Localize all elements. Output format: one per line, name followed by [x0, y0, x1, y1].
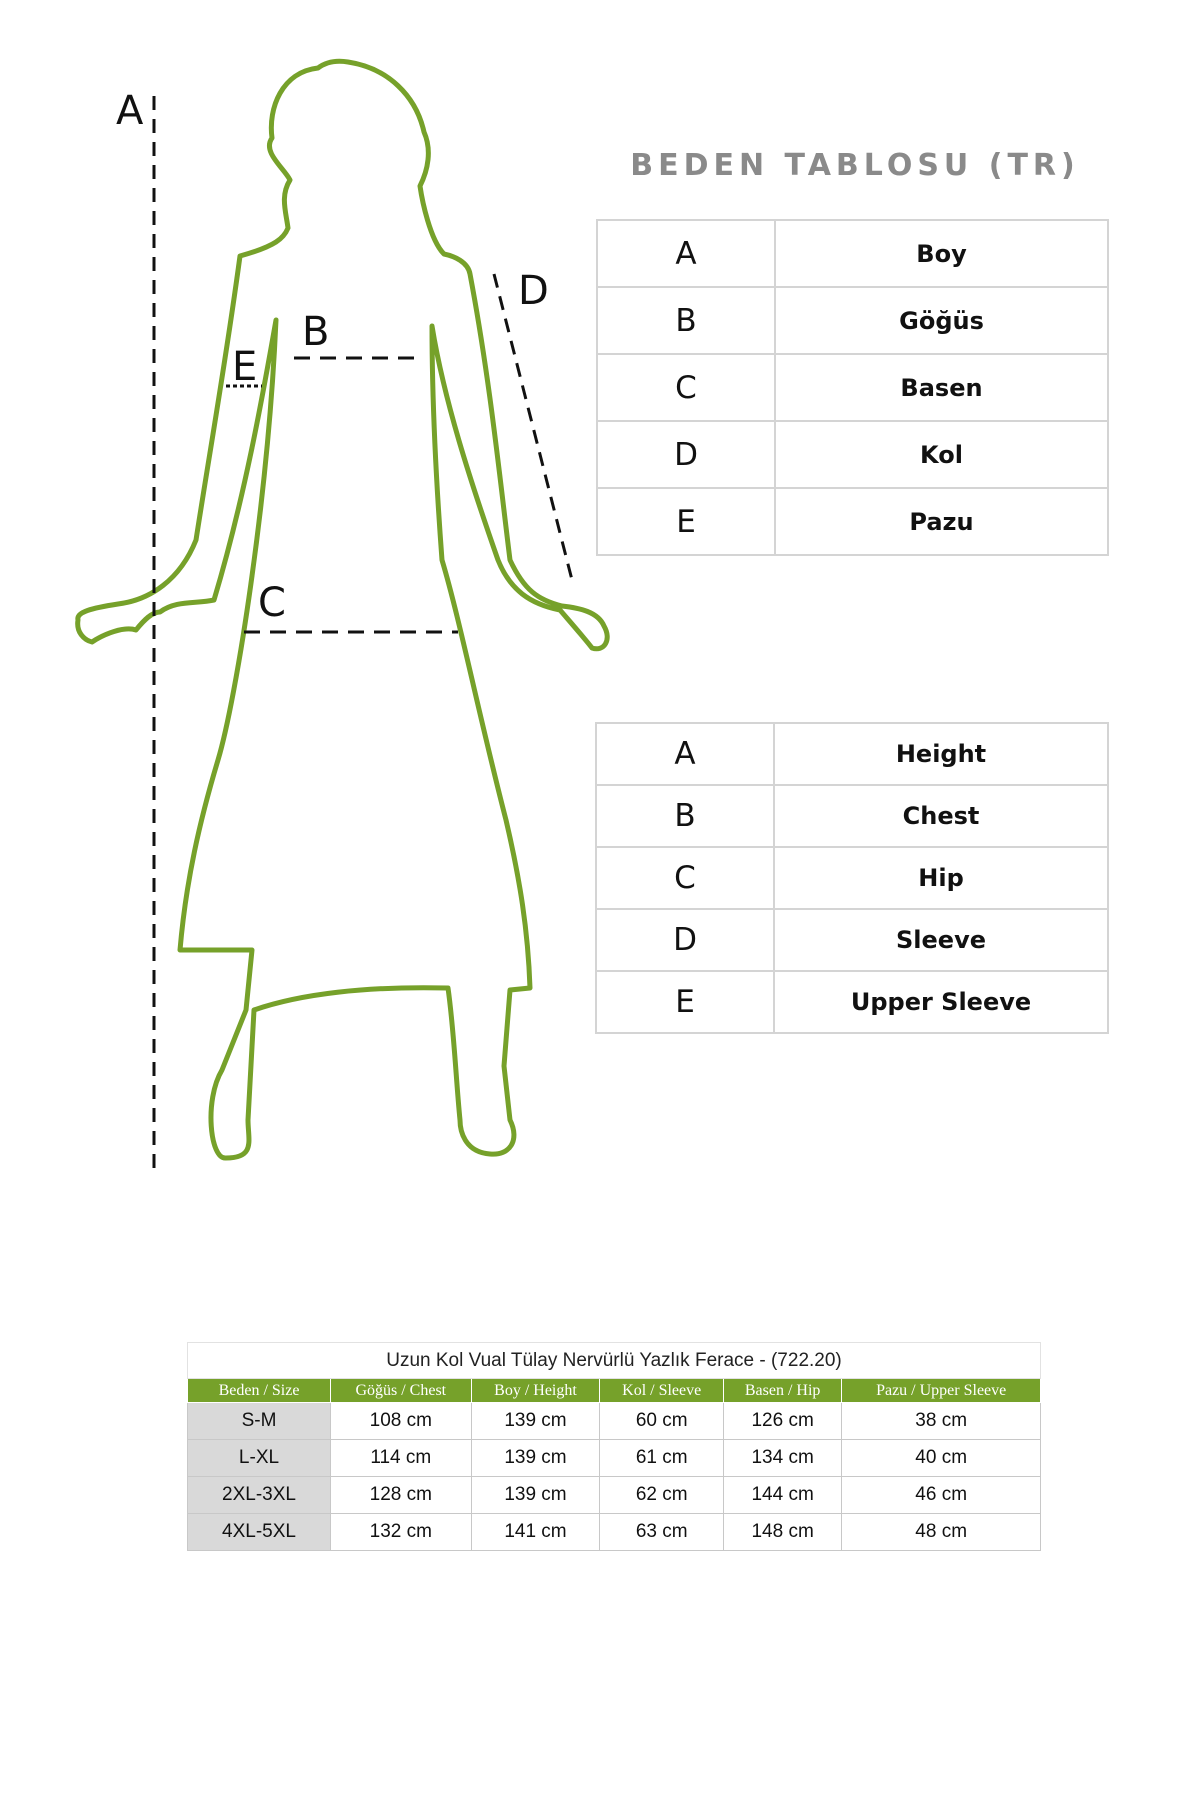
- measurement-cell: 141 cm: [471, 1514, 600, 1551]
- legend-value: Pazu: [775, 488, 1108, 555]
- label-b: B: [302, 309, 330, 355]
- table-row: [188, 1477, 1041, 1514]
- body-silhouette-outline: [78, 61, 608, 1158]
- legend-key: D: [596, 909, 774, 971]
- measurement-cell: 62 cm: [600, 1477, 724, 1514]
- legend-key: C: [597, 354, 775, 421]
- measurement-cell: 63 cm: [600, 1514, 724, 1551]
- legend-key: E: [596, 971, 774, 1033]
- size-chart-column-header: Göğüs / Chest: [331, 1379, 472, 1403]
- legend-key: C: [596, 847, 774, 909]
- table-row: [188, 1403, 1041, 1440]
- legend-value: Hip: [774, 847, 1108, 909]
- size-cell: 4XL-5XL: [188, 1514, 331, 1551]
- legend-table-en: [595, 722, 1109, 1034]
- legend-row: [597, 220, 1108, 287]
- legend-key: A: [596, 723, 774, 785]
- measurement-cell: 128 cm: [331, 1477, 472, 1514]
- legend-row: [597, 354, 1108, 421]
- measurement-cell: 46 cm: [842, 1477, 1041, 1514]
- legend-value: Basen: [775, 354, 1108, 421]
- size-cell: L-XL: [188, 1440, 331, 1477]
- legend-value: Göğüs: [775, 287, 1108, 354]
- table-row: [188, 1440, 1041, 1477]
- label-d: D: [518, 268, 549, 314]
- measurement-cell: 108 cm: [331, 1403, 472, 1440]
- legend-key: D: [597, 421, 775, 488]
- table-row: [188, 1514, 1041, 1551]
- legend-row: [597, 421, 1108, 488]
- measurement-cell: 139 cm: [471, 1440, 600, 1477]
- size-chart-column-header: Kol / Sleeve: [600, 1379, 724, 1403]
- measurement-cell: 40 cm: [842, 1440, 1041, 1477]
- measurement-cell: 148 cm: [723, 1514, 841, 1551]
- legend-row: [596, 785, 1108, 847]
- legend-key: B: [596, 785, 774, 847]
- size-chart-column-header: Pazu / Upper Sleeve: [842, 1379, 1041, 1403]
- label-e: E: [232, 344, 258, 390]
- legend-value: Boy: [775, 220, 1108, 287]
- legend-row: [596, 909, 1108, 971]
- measurement-cell: 38 cm: [842, 1403, 1041, 1440]
- measurement-cell: 126 cm: [723, 1403, 841, 1440]
- legend-row: [596, 723, 1108, 785]
- legend-key: B: [597, 287, 775, 354]
- size-chart-column-header: Basen / Hip: [723, 1379, 841, 1403]
- measurement-diagram: [0, 0, 640, 1200]
- legend-value: Sleeve: [774, 909, 1108, 971]
- size-cell: 2XL-3XL: [188, 1477, 331, 1514]
- legend-table-tr: [596, 219, 1109, 556]
- legend-key: E: [597, 488, 775, 555]
- measurement-cell: 132 cm: [331, 1514, 472, 1551]
- legend-row: [597, 488, 1108, 555]
- size-chart-table: [187, 1342, 1041, 1551]
- measurement-cell: 139 cm: [471, 1403, 600, 1440]
- size-cell: S-M: [188, 1403, 331, 1440]
- measurement-cell: 134 cm: [723, 1440, 841, 1477]
- measurement-cell: 61 cm: [600, 1440, 724, 1477]
- measurement-cell: 139 cm: [471, 1477, 600, 1514]
- measurement-cell: 48 cm: [842, 1514, 1041, 1551]
- size-chart-column-header: Boy / Height: [471, 1379, 600, 1403]
- measurement-cell: 144 cm: [723, 1477, 841, 1514]
- size-chart-column-header: Beden / Size: [188, 1379, 331, 1403]
- label-a: A: [116, 88, 144, 134]
- legend-title: BEDEN TABLOSU (TR): [630, 148, 1080, 183]
- size-chart-title: Uzun Kol Vual Tülay Nervürlü Yazlık Ferace - (722.20): [188, 1343, 1041, 1379]
- legend-value: Upper Sleeve: [774, 971, 1108, 1033]
- legend-value: Chest: [774, 785, 1108, 847]
- measurement-cell: 60 cm: [600, 1403, 724, 1440]
- size-chart-header-row: [188, 1379, 1041, 1403]
- legend-row: [596, 847, 1108, 909]
- legend-value: Kol: [775, 421, 1108, 488]
- legend-value: Height: [774, 723, 1108, 785]
- label-c: C: [258, 580, 286, 626]
- legend-row: [596, 971, 1108, 1033]
- legend-row: [597, 287, 1108, 354]
- measurement-cell: 114 cm: [331, 1440, 472, 1477]
- legend-key: A: [597, 220, 775, 287]
